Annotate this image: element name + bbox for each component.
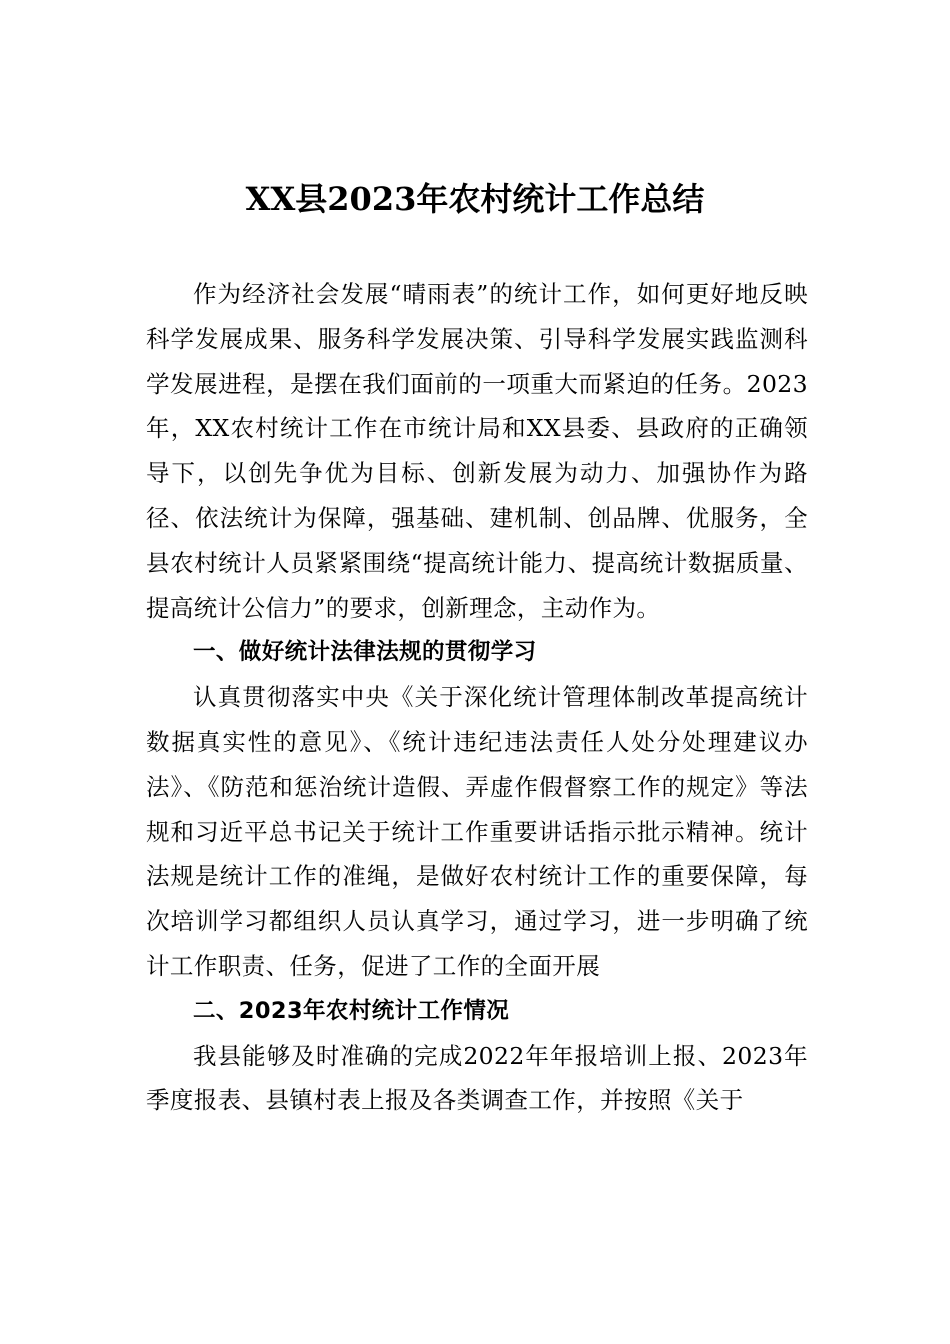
section-2-paragraph: 我县能够及时准确的完成2022年年报培训上报、2023年季度报表、县镇村表上报及各类调查工作，并按照《关于 [146,1041,808,1115]
section-1-paragraph: 认真贯彻落实中央《关于深化统计管理体制改革提高统计数据真实性的意见》、《统计违纪违法责任人处分处理建议办法》、《防范和惩治统计造假、弄虚作假督察工作的规定》等法规和习近平总书记关于统计工作重要讲话指示批示精神。统计法规是统计工作的准绳，是做好农村统计工作的重要保障，每次培训学习都组织人员认真学习，通过学习，进一步明确了统计工作职责、任务，促进了工作的全面开展 [146,683,808,980]
section-2-heading: 二、2023年农村统计工作情况 [193,997,510,1024]
intro-paragraph: 作为经济社会发展“晴雨表”的统计工作，如何更好地反映科学发展成果、服务科学发展决策、引导科学发展实践监测科学发展进程，是摆在我们面前的一项重大而紧迫的任务。2023年，XX农村统计工作在市统计局和XX县委、县政府的正确领导下，以创先争优为目标、创新发展为动力、加强协作为路径、依法统计为保障，强基础、建机制、创品牌、优服务，全县农村统计人员紧紧围绕“提高统计能力、提高统计数据质量、提高统计公信力”的要求，创新理念，主动作为。 [146,280,808,622]
document-body [146,272,808,1123]
section-1-heading: 一、做好统计法律法规的贯彻学习 [193,639,537,666]
document-title: XX县2023年农村统计工作总结 [245,180,705,218]
